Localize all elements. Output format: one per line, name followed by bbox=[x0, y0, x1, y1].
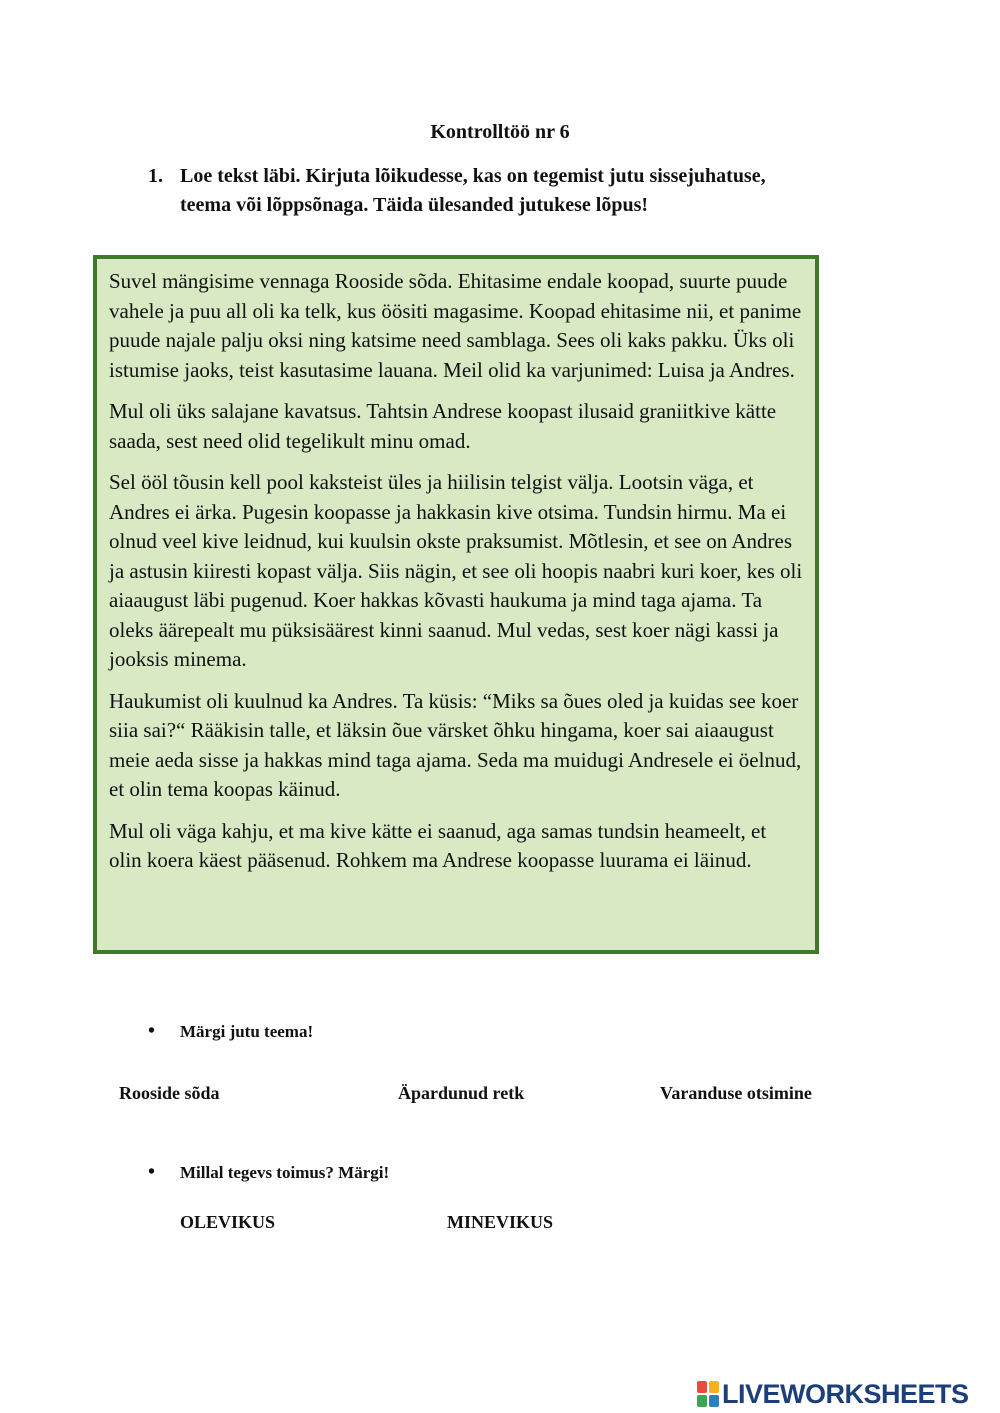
task-text bbox=[180, 162, 878, 220]
question-tense-label: Millal tegevs toimus? Märgi! bbox=[180, 1162, 390, 1182]
liveworksheets-logo[interactable] bbox=[697, 1378, 969, 1410]
logo-mark-icon bbox=[697, 1381, 719, 1407]
task-instruction bbox=[148, 162, 878, 220]
page-title: Kontrolltöö nr 6 bbox=[430, 121, 570, 143]
story-box bbox=[93, 255, 819, 954]
logo-square-red bbox=[697, 1381, 707, 1393]
bullet-icon: • bbox=[148, 1020, 156, 1042]
story-paragraph-3: Sel ööl tõusin kell pool kaksteist üles ja hiilisin telgist välja. Lootsin väga, et Andres ei ärka. Pugesin koopasse ja hakkasin kive otsima. Tundsin hirmu. Ma ei olnud veel kive leidnud, kui kuulsin okste praksumist. Mõtlesin, et see on Andres ja astusin kiiresti kopast välja. Siis nägin, et see oli hoopis naabri kuri koer, kes oli aiaaugust läbi pugenud. Koer hakkas kõvasti haukuma ja mind taga ajama. Ta oleks äärepealt mu püksisäärest kinni saanud. Mul vedas, sest koer nägi kassi ja jooksis minema. bbox=[109, 470, 803, 671]
logo-text: LIVEWORKSHEETS bbox=[722, 1378, 969, 1409]
bullet-icon: • bbox=[148, 1161, 156, 1183]
logo-square-blue bbox=[709, 1395, 719, 1407]
task-line-2: teema või lõppsõnaga. Täida ülesanded jutukese lõpus! bbox=[180, 194, 649, 216]
question-theme-label: Märgi jutu teema! bbox=[180, 1021, 314, 1041]
story-paragraph-2: Mul oli üks salajane kavatsus. Tahtsin Andrese koopast ilusaid graniitkive kätte saada, sest need olid tegelikult minu omad. bbox=[109, 399, 777, 453]
story-paragraph-1: Suvel mängisime vennaga Rooside sõda. Ehitasime endale koopad, suurte puude vahele ja puu all oli ka telk, kus öösiti magasime. Koopad ehitasime nii, et panime puude najale palju oksi ning katsime need samblaga. Sees oli kaks pakku. Üks oli istumise jaoks, teist kasutasime lauana. Meil olid ka varjunimed: Luisa ja Andres. bbox=[109, 269, 802, 382]
task-number: 1. bbox=[148, 165, 163, 187]
task-line-1: Loe tekst läbi. Kirjuta lõikudesse, kas on tegemist jutu sissejuhatuse, bbox=[180, 165, 766, 187]
logo-square-green bbox=[697, 1395, 707, 1407]
theme-option-1[interactable]: Rooside sõda bbox=[119, 1083, 220, 1103]
tense-option-past[interactable]: MINEVIKUS bbox=[447, 1212, 554, 1232]
tense-option-present[interactable]: OLEVIKUS bbox=[180, 1212, 276, 1232]
story-paragraph-5: Mul oli väga kahju, et ma kive kätte ei saanud, aga samas tundsin heameelt, et olin koera käest pääsenud. Rohkem ma Andrese koopasse luurama ei läinud. bbox=[109, 818, 767, 872]
theme-option-2[interactable]: Äpardunud retk bbox=[398, 1083, 525, 1103]
theme-option-3[interactable]: Varanduse otsimine bbox=[660, 1083, 812, 1103]
question-tense bbox=[148, 1161, 389, 1184]
logo-square-yellow bbox=[709, 1381, 719, 1393]
story-paragraph-4: Haukumist oli kuulnud ka Andres. Ta küsis: “Miks sa õues oled ja kuidas see koer siia sai?“ Rääkisin talle, et läksin õue värsket õhku hingama, koer sai aiaaugust meie aeda sisse ja hakkas mind taga ajama. Seda ma muidugi Andresele ei öelnud, et olin tema koopas käinud. bbox=[109, 688, 802, 801]
question-theme bbox=[148, 1020, 313, 1043]
